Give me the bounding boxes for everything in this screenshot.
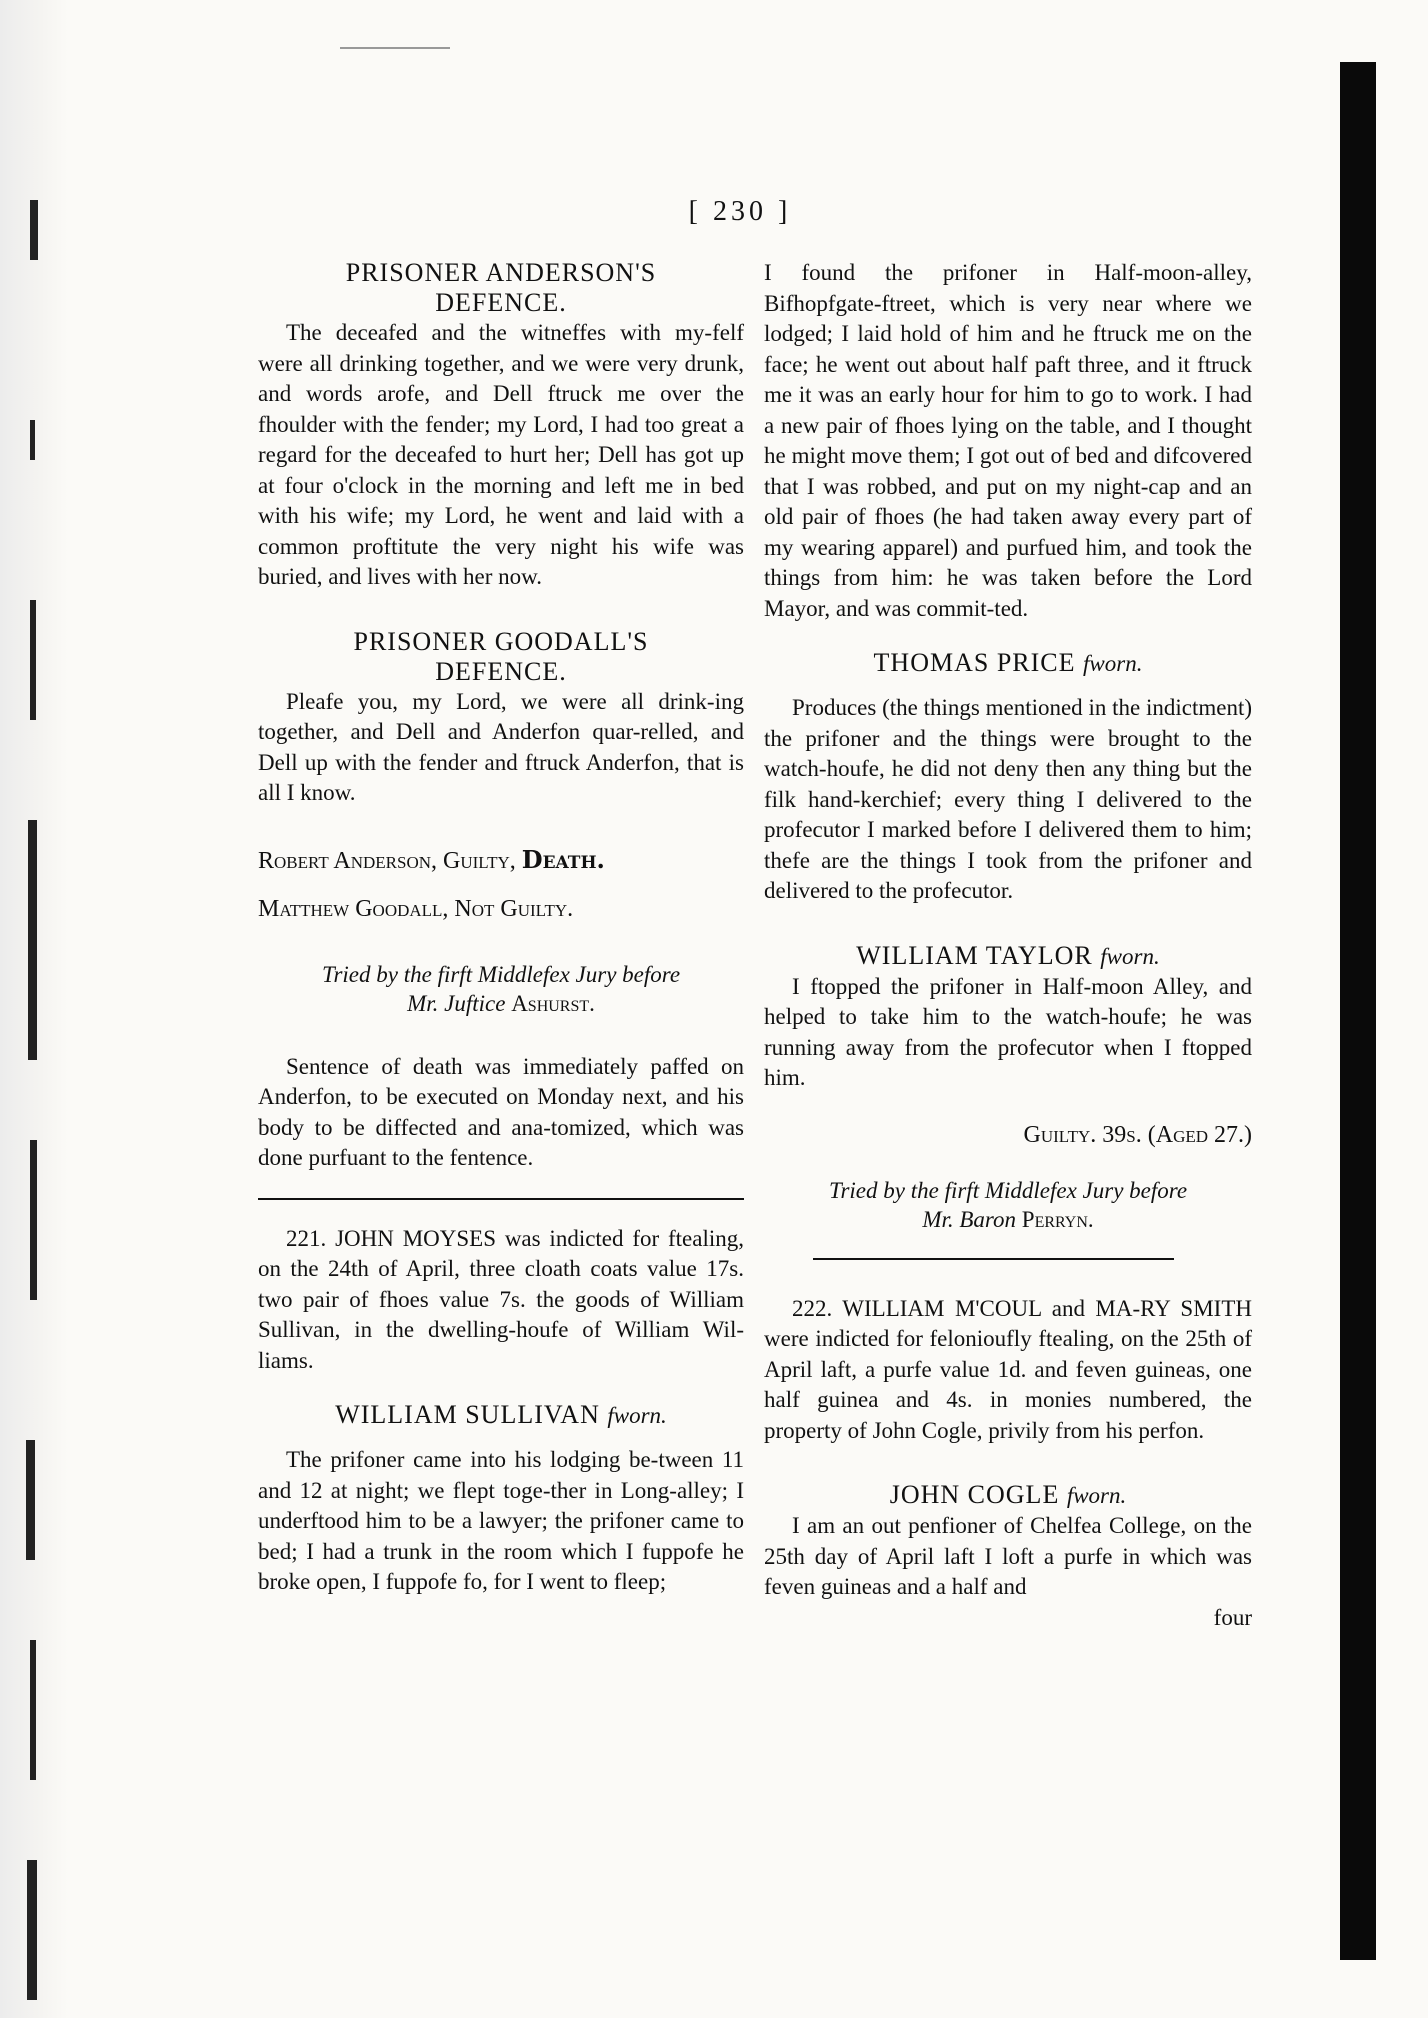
tried-before-ashurst: Tried by the firft Middlefex Jury before Mr. Juftice Ashurst. <box>321 961 681 1016</box>
cogle-testimony: I am an out penfioner of Chelfea College, on the 25th day of April laft I loft a purfe in which was feven guineas and a half and <box>764 1513 1252 1599</box>
tried-before-perryn: Tried by the firft Middlefex Jury before Mr. Baron Perryn. <box>828 1177 1188 1232</box>
scan-smudge <box>340 47 450 49</box>
page-number: [ 230 ] <box>688 196 792 227</box>
taylor-testimony: I ftopped the prifoner in Half-moon Alley, and helped to take him to the watch-houfe; he was running away from the profecutor when I ftopped him. <box>764 973 1252 1090</box>
sullivan-testimony: The prifoner came into his lodging be-tween 11 and 12 at night; we flept toge-ther in Long-alley; I underftood him to be a lawyer; the prifoner came to bed; I had a trunk in the room which I fuppofe he broke open, I fuppofe fo, for I went to fleep; <box>258 1447 744 1594</box>
binding-shadow-left <box>0 0 68 2018</box>
anderson-defence-text: The deceafed and the witneffes with my-felf were all drinking together, and we were very drunk, and words arofe, and Dell ftruck me over the fhoulder with the fender; my Lord, I had too great a regard for the deceafed to hurt her; Dell has got up at four o'clock in the morning and left me in bed with his wife; my Lord, he went and laid with a common proftitute the very night his wife was buried, and lives with her now. <box>258 320 744 589</box>
price-testimony: Produces (the things mentioned in the indictment) the prifoner and the things were brought to the watch-houfe, he did not deny then any thing but the filk hand-kerchief; every thing I delivered to the profecutor I marked before I delivered them to him; thefe are the things I took from the prifoner and delivered to the profecutor. <box>764 695 1252 903</box>
sentence-text: Sentence of death was immediately paffed on Anderfon, to be executed on Monday next, and his body to be diffected and ana-tomized, which was done purfuant to the fentence. <box>258 1053 744 1170</box>
catchword: four <box>1213 1604 1252 1630</box>
verdict-moyses: Guilty. 39s. (Aged 27.) <box>1023 1121 1252 1148</box>
heading-john-cogle: JOHN COGLE fworn. <box>889 1480 1127 1509</box>
heading-william-taylor: WILLIAM TAYLOR fworn. <box>856 940 1160 970</box>
case-221-indictment: 221. JOHN MOYSES was indicted for ftealing, on the 24th of April, three cloath coats value 17s. two pair of fhoes value 7s. the goods of William Sullivan, in the dwelling-houfe of William Wil-liams. <box>258 1225 744 1373</box>
heading-william-sullivan: WILLIAM SULLIVAN fworn. <box>335 1400 667 1429</box>
right-column <box>764 258 1252 1633</box>
goodall-defence-text: Pleafe you, my Lord, we were all drink-ing together, and Dell and Anderfon quar-relled, and Dell up with the fender and ftruck Anderfon, that is all I know. <box>258 688 744 805</box>
heading-anderson-defence: PRISONER ANDERSON'S DEFENCE. <box>345 258 657 317</box>
verdict-goodall: Matthew Goodall, Not Guilty. <box>258 895 574 922</box>
heading-thomas-price: THOMAS PRICE fworn. <box>873 648 1143 677</box>
binding-shadow-right <box>1340 62 1376 1960</box>
verdict-anderson: Robert Anderson, Guilty, Death. <box>258 844 605 874</box>
left-column <box>258 258 744 1598</box>
case-222-indictment: 222. WILLIAM M'COUL and MA-RY SMITH were indicted for felonioufly ftealing, on the 25th of April laft, a purfe value 1d. and feven guineas, one half guinea and 4s. in monies numbered, the property of John Cogle, privily from his perfon. <box>764 1295 1252 1443</box>
heading-goodall-defence: PRISONER GOODALL'S DEFENCE. <box>353 626 649 686</box>
sullivan-testimony-continued: I found the prifoner in Half-moon-alley, Bifhopfgate-ftreet, which is very near where we lodged; I laid hold of him and he ftruck me on the face; he went out about half paft three, and it ftruck me it was an early hour for him to go to work. I had a new pair of fhoes lying on the table, and I thought he might move them; I got out of bed and difcovered that I was robbed, and put on my night-cap and an old pair of fhoes (he had taken away every part of my wearing apparel) and purfued him, and took the things from him: he was taken before the Lord Mayor, and was commit-ted. <box>764 260 1252 621</box>
